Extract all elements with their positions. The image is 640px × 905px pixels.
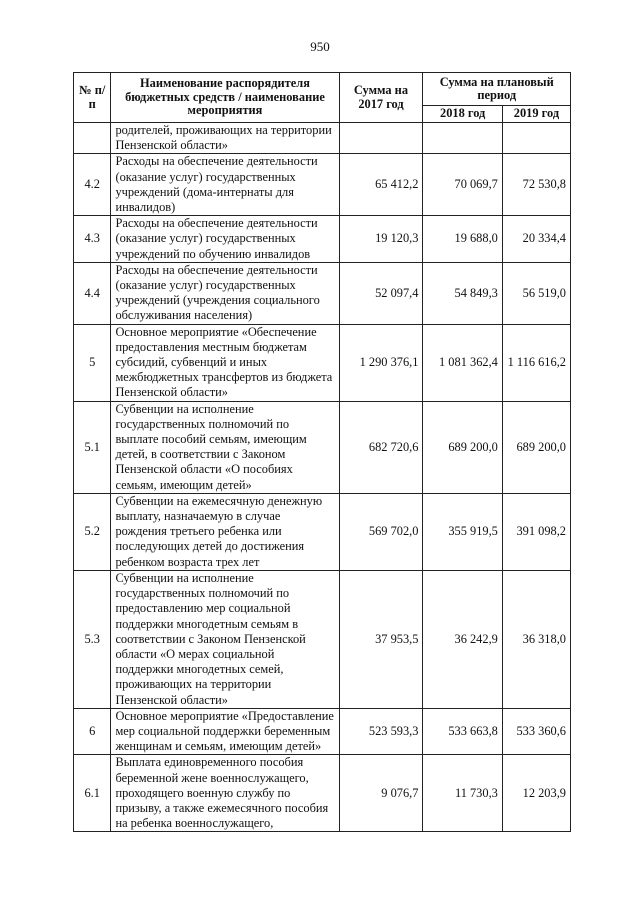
row-sum-2018: 19 688,0 [423, 216, 502, 263]
table-row [74, 216, 571, 263]
row-number: 4.2 [74, 154, 111, 216]
row-sum-2019: 391 098,2 [502, 493, 570, 570]
row-number: 6.1 [74, 755, 111, 832]
row-sum-2017 [339, 123, 423, 154]
row-sum-2018 [423, 123, 502, 154]
row-sum-2019: 72 530,8 [502, 154, 570, 216]
row-name: Основное мероприятие «Обеспечение предоставления местным бюджетам субсидий, субвенций и иных межбюджетных трансфертов из бюджета Пензенской области» [111, 324, 339, 401]
row-number: 5 [74, 324, 111, 401]
header-num: № п/п [74, 73, 111, 123]
row-sum-2017: 569 702,0 [339, 493, 423, 570]
table-body [74, 123, 571, 832]
table-row [74, 262, 571, 324]
table-row [74, 708, 571, 755]
row-number: 5.3 [74, 570, 111, 708]
row-name: Расходы на обеспечение деятельности (оказание услуг) государственных учреждений (дома-интернаты для инвалидов) [111, 154, 339, 216]
row-sum-2017: 65 412,2 [339, 154, 423, 216]
row-sum-2018: 533 663,8 [423, 708, 502, 755]
header-name: Наименование распорядителя бюджетных средств / наименование мероприятия [111, 73, 339, 123]
row-sum-2018: 355 919,5 [423, 493, 502, 570]
table-row [74, 755, 571, 832]
row-sum-2018: 70 069,7 [423, 154, 502, 216]
row-sum-2019 [502, 123, 570, 154]
header-year-2018: 2018 год [423, 106, 502, 123]
row-name: Субвенции на исполнение государственных полномочий по предоставлению мер социальной поддержки многодетным семьям в соответствии с Законом Пензенской области «О мерах социальной поддержки многодетных семей, проживающих на территории Пензенской области» [111, 570, 339, 708]
row-number: 5.2 [74, 493, 111, 570]
row-sum-2019: 20 334,4 [502, 216, 570, 263]
table-row [74, 401, 571, 493]
row-name: Выплата единовременного пособия беременной жене военнослужащего, проходящего военную службу по призыву, а также ежемесячного пособия на ребенка военнослужащего, [111, 755, 339, 832]
row-sum-2017: 523 593,3 [339, 708, 423, 755]
row-sum-2019: 533 360,6 [502, 708, 570, 755]
row-number: 5.1 [74, 401, 111, 493]
row-sum-2019: 689 200,0 [502, 401, 570, 493]
row-sum-2018: 1 081 362,4 [423, 324, 502, 401]
row-name: Субвенции на ежемесячную денежную выплату, назначаемую в случае рождения третьего ребенка или последующих детей до достижения ребенком возраста трех лет [111, 493, 339, 570]
budget-table [73, 72, 571, 832]
row-name: Расходы на обеспечение деятельности (оказание услуг) государственных учреждений (учреждения социального обслуживания населения) [111, 262, 339, 324]
row-sum-2018: 11 730,3 [423, 755, 502, 832]
row-sum-2017: 19 120,3 [339, 216, 423, 263]
row-number: 4.3 [74, 216, 111, 263]
row-number: 4.4 [74, 262, 111, 324]
row-sum-2017: 37 953,5 [339, 570, 423, 708]
row-sum-2017: 9 076,7 [339, 755, 423, 832]
table-row [74, 493, 571, 570]
row-sum-2018: 689 200,0 [423, 401, 502, 493]
row-sum-2018: 36 242,9 [423, 570, 502, 708]
header-planned-period: Сумма на плановый период [423, 73, 571, 106]
table-row [74, 570, 571, 708]
row-name: Основное мероприятие «Предоставление мер социальной поддержки беременным женщинам и семьям, имеющим детей» [111, 708, 339, 755]
row-sum-2019: 1 116 616,2 [502, 324, 570, 401]
row-sum-2019: 36 318,0 [502, 570, 570, 708]
row-sum-2017: 52 097,4 [339, 262, 423, 324]
header-year-2019: 2019 год [502, 106, 570, 123]
row-name: родителей, проживающих на территории Пензенской области» [111, 123, 339, 154]
row-number [74, 123, 111, 154]
table-header [74, 73, 571, 123]
row-sum-2018: 54 849,3 [423, 262, 502, 324]
row-name: Расходы на обеспечение деятельности (оказание услуг) государственных учреждений по обучению инвалидов [111, 216, 339, 263]
table-row [74, 123, 571, 154]
row-number: 6 [74, 708, 111, 755]
header-sum-2017: Сумма на 2017 год [339, 73, 423, 123]
row-sum-2019: 56 519,0 [502, 262, 570, 324]
row-sum-2017: 682 720,6 [339, 401, 423, 493]
row-name: Субвенции на исполнение государственных полномочий по выплате пособий семьям, имеющим детей, в соответствии с Законом Пензенской области «О пособиях семьям, имеющим детей» [111, 401, 339, 493]
row-sum-2017: 1 290 376,1 [339, 324, 423, 401]
row-sum-2019: 12 203,9 [502, 755, 570, 832]
table-row [74, 154, 571, 216]
table-row [74, 324, 571, 401]
page-number: 950 [310, 39, 330, 54]
